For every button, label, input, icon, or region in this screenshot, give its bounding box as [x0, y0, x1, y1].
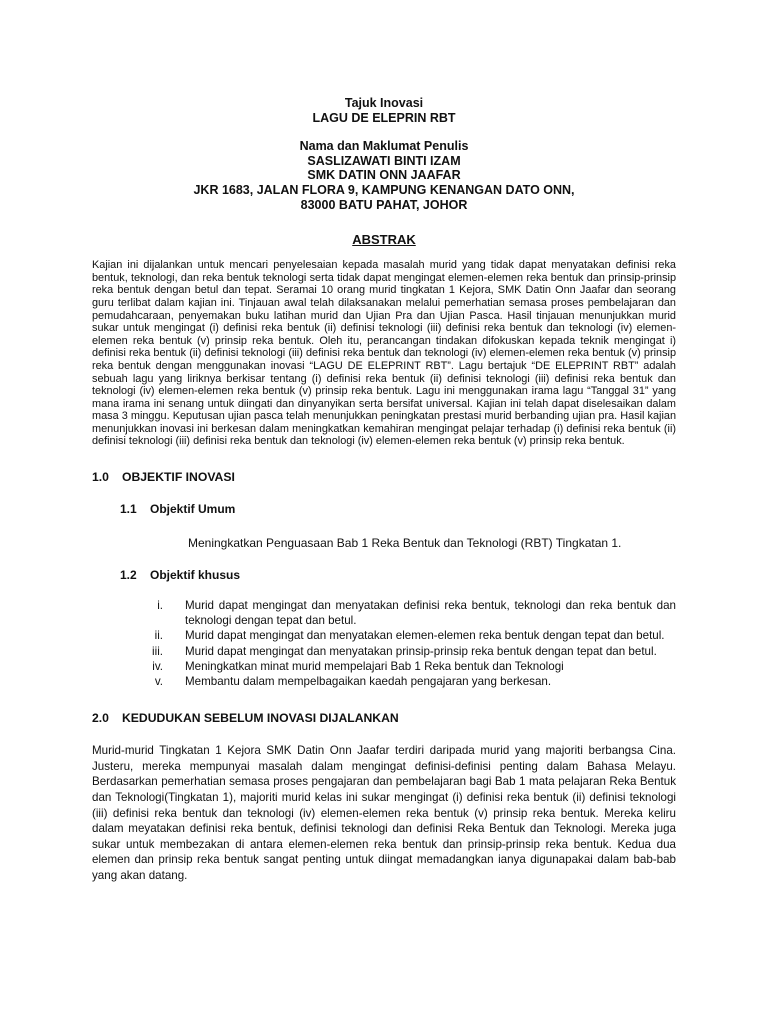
- list-item: [92, 598, 676, 628]
- specific-objectives-list: [92, 598, 676, 689]
- author-name: SASLIZAWATI BINTI IZAM: [307, 153, 461, 168]
- list-item: [92, 644, 676, 659]
- innovation-title-label: Tajuk Inovasi: [344, 96, 424, 110]
- author-label: Nama dan Maklumat Penulis: [299, 139, 469, 154]
- section-2-heading: [92, 711, 676, 725]
- school-name: SMK DATIN ONN JAAFAR: [307, 168, 461, 183]
- section-1-2-heading: [120, 568, 676, 582]
- abstract-heading: ABSTRAK: [352, 232, 416, 248]
- list-item: [92, 674, 676, 689]
- section-2-text: Murid-murid Tingkatan 1 Kejora SMK Datin Onn Jaafar terdiri daripada murid yang majoriti berbangsa Cina. Justeru, mereka mempunyai masalah dalam mengingat definisi-definisi penting dalam Bahasa Melayu. Berdasarkan pemerhatian semasa proses pengajaran dan pembelajaran bagi Bab 1 mata pelajaran Reka Bentuk dan Teknologi(Tingkatan 1), majoriti murid kelas ini sukar mengingat (i) definisi reka bentuk (ii) definisi teknologi (iii) definisi reka bentuk dan teknologi (iv) elemen-elemen reka bentuk (v) prinsip reka bentuk. Mereka keliru dalam meyatakan definisi reka bentuk, definisi teknologi dan definisi Reka Bentuk dan Teknologi. Mereka juga sukar untuk membezakan di antara elemen-elemen reka bentuk dan prinsip-prinsip reka bentuk. Kedua dua elemen dan prinsip reka bentuk sangat penting untuk diingat memadangkan ianya digunapakai dalam bab-bab yang akan datang.: [92, 744, 676, 883]
- list-item: [92, 659, 676, 674]
- section-1-number: 1.0: [92, 470, 109, 485]
- list-item-numeral: v.: [154, 675, 163, 689]
- list-item-numeral: iv.: [152, 659, 163, 673]
- list-item-text: Membantu dalam mempelbagaikan kaedah pengajaran yang berkesan.: [185, 675, 552, 689]
- section-2-title: KEDUDUKAN SEBELUM INOVASI DIJALANKAN: [122, 711, 399, 726]
- list-item-numeral: iii.: [152, 644, 163, 658]
- list-item-text: Meningkatkan minat murid mempelajari Bab 1 Reka bentuk dan Teknologi: [185, 659, 564, 673]
- section-1-2-number: 1.2: [120, 568, 137, 583]
- section-1-heading: [92, 470, 676, 484]
- section-1-1-number: 1.1: [120, 502, 137, 517]
- section-1-1-heading: [120, 502, 676, 516]
- address-line-1: JKR 1683, JALAN FLORA 9, KAMPUNG KENANGAN DATO ONN,: [193, 182, 575, 197]
- section-1-title: OBJEKTIF INOVASI: [122, 470, 235, 485]
- section-2-number: 2.0: [92, 711, 109, 726]
- list-item-numeral: ii.: [154, 629, 163, 643]
- general-objective-text: Meningkatkan Penguasaan Bab 1 Reka Bentuk dan Teknologi (RBT) Tingkatan 1.: [188, 536, 622, 551]
- section-1-2-title: Objektif khusus: [150, 568, 241, 583]
- address-line-2: 83000 BATU PAHAT, JOHOR: [300, 197, 468, 212]
- section-1-1-title: Objektif Umum: [150, 502, 236, 517]
- list-item-text: Murid dapat mengingat dan menyatakan elemen-elemen reka bentuk dengan tepat dan betul.: [185, 629, 665, 643]
- abstract-text: Kajian ini dijalankan untuk mencari penyelesaian kepada masalah murid yang tidak dapat menyatakan definisi reka bentuk, teknologi, dan reka bentuk teknologi serta tidak dapat mengingat elemen-elemen reka bentuk dan prinsip-prinsip reka bentuk dengan betul dan tepat. Seramai 10 orang murid tingkatan 1 Kejora, SMK Datin Onn Jaafar dan seorang guru terlibat dalam kajian ini. Tinjauan awal telah dilaksanakan melalui pemerhatian semasa proses pembelajaran dan pemudahcaraan, penyemakan buku latihan murid dan Ujian Pra dan Ujian Pasca. Hasil tinjauan menunjukkan murid sukar untuk mengingat (i) definisi reka bentuk (ii) definisi teknologi (iii) definisi reka bentuk dan teknologi (iv) elemen-elemen reka bentuk (v) prinsip reka bentuk. Oleh itu, perancangan tindakan difokuskan kepada teknik mengingat i) definisi reka bentuk (ii) definisi teknologi (iii) definisi reka bentuk dan teknologi (iv) elemen-elemen reka bentuk (v) prinsip reka bentuk dengan menggunakan inovasi “LAGU DE ELEPRINT RBT”. Lagu bertajuk “DE ELEPRINT RBT” adalah sebuah lagu yang liriknya berkisar tentang (i) definisi reka bentuk (ii) definisi teknologi (iii) definisi reka bentuk dan teknologi (iv) elemen-elemen reka bentuk (v) prinsip reka bentuk. Lagu ini menggunakan irama lagu “Tanggal 31” yang mana irama ini senang untuk diingati dan dinyanyikan serta bersifat universal. Kajian ini telah dapat diselesaikan dalam masa 3 minggu. Keputusan ujian pasca telah menunjukkan peningkatan prestasi murid berbanding ujian pra. Hasil kajian menunjukkan inovasi ini berkesan dalam meningkatkan kemahiran mengingat pelajar terhadap (i) definisi reka bentuk (ii) definisi teknologi (iii) definisi reka bentuk dan teknologi (iv) elemen-elemen reka bentuk (v) prinsip reka bentuk.: [92, 259, 676, 448]
- list-item-numeral: i.: [157, 599, 163, 613]
- list-item: [92, 628, 676, 643]
- list-item-text: Murid dapat mengingat dan menyatakan prinsip-prinsip reka bentuk dengan tepat dan betul.: [185, 644, 657, 658]
- innovation-title: LAGU DE ELEPRIN RBT: [312, 110, 456, 125]
- list-item-text: Murid dapat mengingat dan menyatakan definisi reka bentuk, teknologi dan reka bentuk dan teknologi dengan tepat dan betul.: [185, 599, 676, 628]
